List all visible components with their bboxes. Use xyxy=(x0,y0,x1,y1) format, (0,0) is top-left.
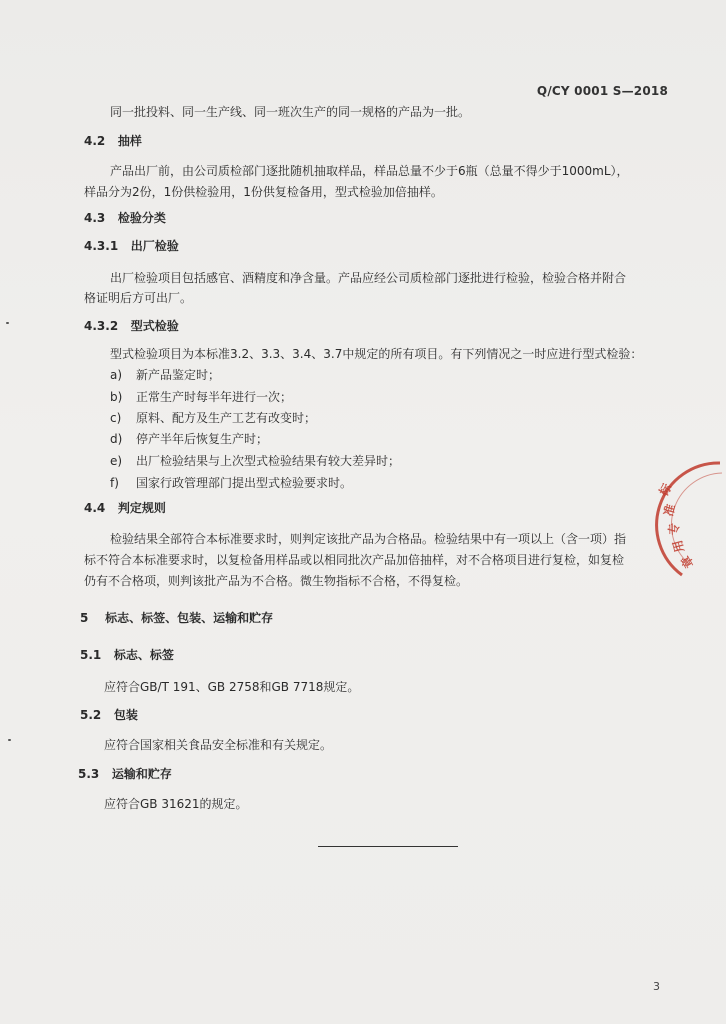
section-number: 4.4 xyxy=(84,501,106,515)
section-title: 判定规则 xyxy=(117,501,166,515)
section-title: 型式检验 xyxy=(130,319,179,333)
paragraph-line: 格证明后方可出厂。 xyxy=(84,291,193,305)
list-text: 正常生产时每半年进行一次； xyxy=(136,390,293,404)
paragraph-line: 应符合GB 31621的规定。 xyxy=(104,797,248,811)
section-number: 5 xyxy=(80,611,89,625)
section-4-3-heading xyxy=(84,210,166,227)
section-4-3-1-heading xyxy=(84,238,179,255)
paragraph-line: 检验结果全部符合本标准要求时，则判定该批产品为合格品。检验结果中有一项以上（含一项）指 xyxy=(110,532,627,546)
paragraph-line: 产品出厂前，由公司质检部门逐批随机抽取样品，样品总量不少于6瓶（总量不得少于1000mL）， xyxy=(110,164,629,178)
svg-text:准: 准 xyxy=(661,502,679,518)
list-marker: c) xyxy=(110,411,122,425)
list-marker: d) xyxy=(110,432,123,446)
list-text: 出厂检验结果与上次型式检验结果有较大差异时； xyxy=(136,454,401,468)
list-text: 停产半年后恢复生产时； xyxy=(136,432,269,446)
scan-speck xyxy=(8,739,11,741)
paragraph-line: 标不符合本标准要求时，以复检备用样品或以相同批次产品加倍抽样，对不合格项目进行复检，如复检 xyxy=(84,553,625,567)
section-title: 运输和贮存 xyxy=(111,767,172,781)
section-4-2-heading xyxy=(84,133,142,150)
end-rule xyxy=(318,846,458,847)
list-marker: a) xyxy=(110,368,123,382)
section-title: 出厂检验 xyxy=(130,239,179,253)
list-marker: f) xyxy=(110,476,119,490)
list-item xyxy=(110,367,220,384)
list-item xyxy=(110,431,268,448)
svg-text:专: 专 xyxy=(667,522,681,535)
list-marker: b) xyxy=(110,390,123,404)
section-title: 包装 xyxy=(113,708,138,722)
list-marker: e) xyxy=(110,454,123,468)
list-text: 新产品鉴定时； xyxy=(136,368,221,382)
section-title: 标志、标签、包装、运输和贮存 xyxy=(105,611,274,625)
section-5-3-heading xyxy=(78,766,172,783)
section-4-4-heading xyxy=(84,500,166,517)
page-number: 3 xyxy=(653,980,660,993)
batch-definition: 同一批投料、同一生产线、同一班次生产的同一规格的产品为一批。 xyxy=(110,105,471,119)
section-number: 4.3.1 xyxy=(84,239,119,253)
section-number: 4.3 xyxy=(84,211,106,225)
list-item xyxy=(110,389,292,406)
scan-speck xyxy=(6,322,9,324)
paragraph-line: 样品分为2份，1份供检验用，1份供复检备用，型式检验加倍抽样。 xyxy=(84,185,443,199)
list-item xyxy=(110,453,400,470)
paragraph-line: 出厂检验项目包括感官、酒精度和净含量。产品应经公司质检部门逐批进行检验，检验合格并附合 xyxy=(110,271,627,285)
official-seal-stamp xyxy=(652,455,726,585)
paragraph-line: 应符合国家相关食品安全标准和有关规定。 xyxy=(104,738,333,752)
section-number: 4.3.2 xyxy=(84,319,119,333)
list-item xyxy=(110,410,316,427)
standard-code: Q/CY 0001 S—2018 xyxy=(536,84,668,98)
section-title: 检验分类 xyxy=(117,211,166,225)
section-5-heading xyxy=(80,610,273,627)
list-text: 国家行政管理部门提出型式检验要求时。 xyxy=(136,476,353,490)
section-number: 5.2 xyxy=(80,708,102,722)
section-number: 4.2 xyxy=(84,134,106,148)
list-text: 原料、配方及生产工艺有改变时； xyxy=(136,411,317,425)
svg-text:用: 用 xyxy=(670,538,687,554)
section-number: 5.3 xyxy=(78,767,100,781)
section-number: 5.1 xyxy=(80,648,102,662)
svg-text:章: 章 xyxy=(678,553,697,571)
section-title: 标志、标签 xyxy=(113,648,174,662)
paragraph-line: 应符合GB/T 191、GB 2758和GB 7718规定。 xyxy=(104,680,360,694)
section-5-2-heading xyxy=(80,707,138,724)
list-item xyxy=(110,475,352,492)
paragraph-line: 仍有不合格项，则判该批产品为不合格。微生物指标不合格，不得复检。 xyxy=(84,574,469,588)
svg-text:标: 标 xyxy=(656,481,675,499)
section-title: 抽样 xyxy=(117,134,142,148)
section-4-3-2-heading xyxy=(84,318,179,335)
section-5-1-heading xyxy=(80,647,174,664)
paragraph-line: 型式检验项目为本标准3.2、3.3、3.4、3.7中规定的所有项目。有下列情况之一时应进行型式检验： xyxy=(110,347,643,361)
